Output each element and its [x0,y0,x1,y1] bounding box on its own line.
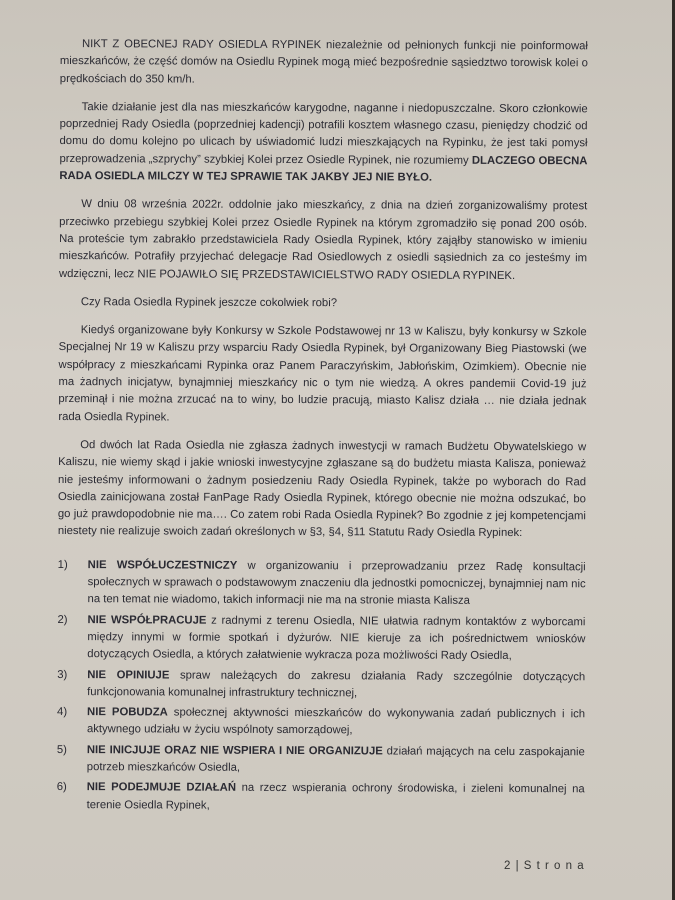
paragraph-5 [58,322,586,428]
list-number: 4) [57,706,68,719]
paragraph-text: Kiedyś organizowane były Konkursy w Szkole Podstawowej nr 13 w Kaliszu, były konkursy w Szkole Specjalnej Nr 19 w Kaliszu przy wsparciu Rady Osiedla Rypinek, był Organizowany Bieg Piastowski (we współpracy z mieszkańcami Rypinka oraz Panem Paraczyńskim, Jabłońskim, Ozimkiem). Obecnie nie ma żadnych inicjatyw, bynajmniej mieszkańcy nic o tym nie wiedzą. A okres pandemii Covid-19 już przeminął i nie można zrzucać na to winy, bo ludzie pracują, miasto Kalisz działa … nie działa jednak rada Osiedla Rypinek. [58,324,587,424]
list-item-text: spraw należących do zakresu działania Rady szczególnie dotyczących funkcjonowania komunalnej infrastruktury technicznej, [87,668,586,700]
list-number: 6) [56,781,67,794]
list-item-text: w organizowaniu i przeprowadzaniu przez Radę konsultacji społecznych w sprawach o podstawowym znaczeniu dla jednostki pomocniczej, bynajmniej nam nic na ten temat nie wiadomo, takich informacji nie ma na stronie miasta Kalisza [87,559,586,608]
list-item-bold: NIE OPINIUJE [87,668,170,681]
paragraph-emphasis: DLACZEGO OBECNA RADA OSIEDLA MILCZY W TEJ SPRAWIE TAK JAKBY JEJ NIE BYŁO. [59,154,588,184]
list-item-text: działań mających na celu zaspokajanie potrzeb mieszkańców Osiedla, [86,745,585,774]
list-item [57,666,585,703]
paragraph-3 [59,196,587,285]
paragraph-text: Od dwóch lat Rada Osiedla nie zgłasza żadnych inwestycji w ramach Budżetu Obywatelskiego w Kaliszu, nie wiemy skąd i jakie wnioski inwestycyjne zgłaszane są do budżetu miasta Kalisza, ponieważ nie jesteśmy informowani o żadnym posiedzeniu Rady Osiedla Rypinek, także po wyborach do Rad Osiedla zainicjowana został FanPage Rady Osiedla Rypinek, którego obecnie nie można odszukać, bo go już prawdopodobnie nie ma…. Co zatem robi Rada Osiedla Rypinek? Bo zgodnie z jej kompetencjami niestety nie realizuje swoich zadań określonych w §3, §4, §11 Statutu Rady Osiedla Rypinek: [57,439,587,540]
list-item-bold: NIE POBUDZA [87,706,168,719]
list-item [58,557,586,611]
list-item [57,704,585,741]
paragraph-text: NIKT Z OBECNEJ RADY OSIEDLA RYPINEK niezależnie od pełnionych funkcji nie poinformował mieszkańców, że część domów na Osiedlu Rypinek mogą mieć bezpośrednie sąsiedztwo torowisk kolei o prędkościach do 350 km/h. [59,38,588,86]
list-item-bold: NIE WSPÓŁPRACUJE [87,613,207,627]
list-item-text: na rzecz wspierania ochrony środowiska, i zieleni komunalnej na terenie Osiedla Rypinek, [86,782,585,812]
list-item-bold: NIE PODEJMUJE DZIAŁAŃ [86,781,237,795]
list-item-text: społecznej aktywności mieszkańców do wykonywania zadań publicznych i ich aktywnego udziału w życiu wspólnoty samorządowej, [86,706,586,737]
paragraph-6 [58,437,586,543]
list-item-text: z radnymi z terenu Osiedla, NIE ułatwia radnym kontaktów z wyborcami między innymi w formie spotkań i dyżurów. NIE kieruje za ich pośrednictwem wniosków dotyczących Osiedla, a których załatwienie wykracza poza możliwości Rady Osiedla, [87,614,586,663]
document-body [57,36,588,819]
list-number: 1) [57,558,68,571]
list-number: 3) [57,668,68,681]
list-item-bold: NIE INICJUJE ORAZ NIE WSPIERA I NIE ORGANIZUJE [86,743,383,758]
paragraph-2 [59,99,587,188]
paragraph-text: W dniu 08 września 2022r. oddolnie jako mieszkańcy, z dnia na dzień zorganizowaliśmy protest przeciwko przebiegu szybkiej Kolei przez Osiedle Rypinek na którym zgromadziło się ponad 200 osób. Na proteście tym zabrakło przedstawiciela Rady Osiedla Rypinek, który zająłby stanowisko w imieniu mieszkańców. Potrafiły przyjechać delegacje Rad Osiedlowych z osiedli sąsiednich za co jesteśmy im wdzięczni, lecz NIE POJAWIŁO SIĘ PRZEDSTAWICIELSTWO RADY OSIEDLA RYPINEK. [58,198,588,282]
list-number: 2) [57,613,68,626]
paragraph-text: Czy Rada Osiedla Rypinek jeszcze cokolwiek robi? [80,295,338,310]
paragraph-question [81,294,587,314]
paragraph-text: Takie działanie jest dla nas mieszkańców karygodne, naganne i niedopuszczalne. Skoro członkowie poprzedniej Rady Osiedla (poprzedniej kadencji) potrafili kosztem własnego czasu, pieniędzy chodzić od domu do domu kolejno po ulicach by uświadomić ludzi mieszkających na Rypinku, że jest taki pomysł przeprowadzenia „szprychy” szybkiej Kolei przez Osiedle Rypinek, nie rozumiemy [59,100,588,167]
list-item [57,612,585,666]
duties-list [57,557,586,816]
list-item [57,742,585,779]
page-number-footer: 2 | S t r o n a [504,860,585,872]
paragraph-1 [60,36,588,90]
list-item [57,779,585,816]
list-item-bold: NIE WSPÓŁUCZESTNICZY [87,558,238,572]
list-number: 5) [56,743,67,756]
